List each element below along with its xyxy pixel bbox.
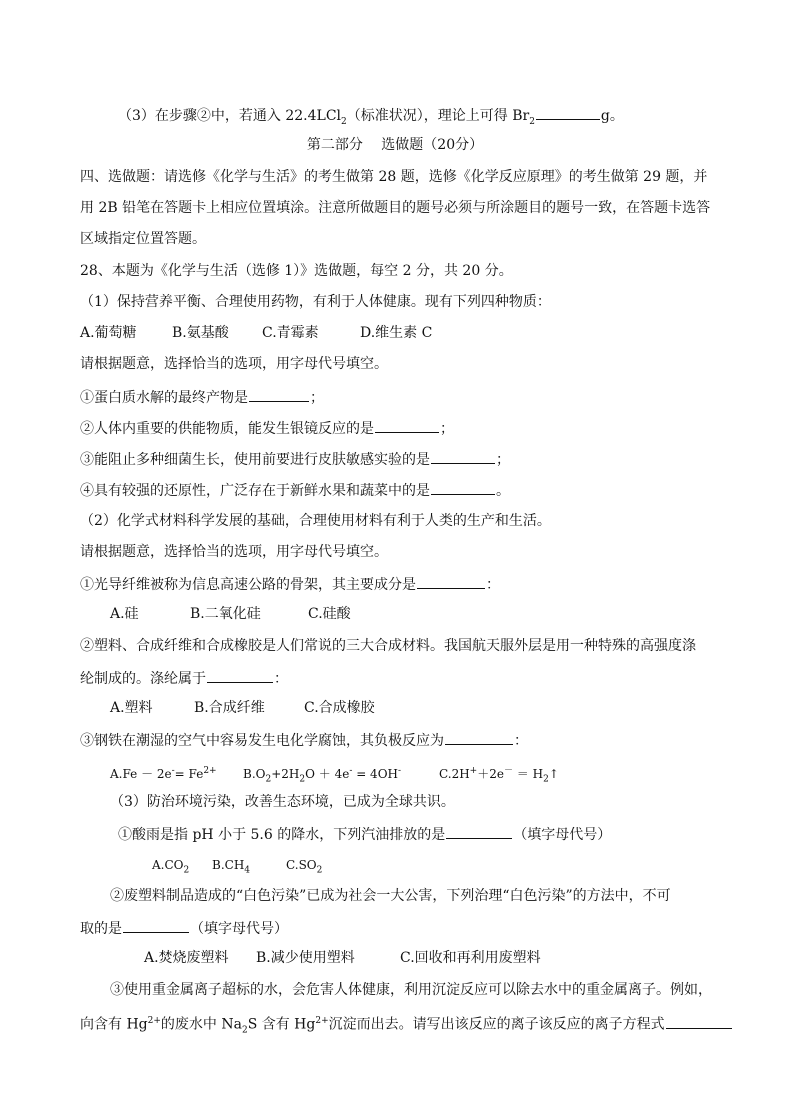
q27-part3: （3）在步骤②中，若通入 22.4LCl$_2$（标准状况），理论上可得 $Br_2$ g。 bbox=[118, 104, 624, 132]
part3-q2-line2: 取的是 （填字母代号） bbox=[80, 917, 288, 939]
part1-q1: ①蛋白质水解的最终产物是 ； bbox=[80, 386, 324, 408]
answer-blank[interactable] bbox=[666, 1013, 732, 1029]
q28-header: 28、本题为《化学与生活（选修 1）》选做题，每空 2 分，共 20 分。 bbox=[80, 263, 513, 279]
answer-blank[interactable] bbox=[446, 823, 512, 839]
answer-blank[interactable] bbox=[249, 386, 309, 402]
part1-intro: （1）保持营养平衡、合理使用药物，有利于人体健康。现有下列四种物质： bbox=[80, 294, 551, 310]
answer-blank[interactable] bbox=[375, 417, 439, 433]
answer-blank[interactable] bbox=[445, 729, 513, 745]
part3-q1-options: $A.CO_2$ $B.CH_4$ $C.SO_2$ bbox=[152, 858, 323, 876]
part3-q1: ①酸雨是指 pH 小于 5.6 的降水，下列汽油排放的是 （填字母代号） bbox=[118, 823, 611, 845]
part2-q3: ③钢铁在潮湿的空气中容易发生电化学腐蚀，其负极反应为 ： bbox=[80, 729, 528, 751]
answer-blank[interactable] bbox=[123, 917, 189, 933]
part3-q2-options: A.焚烧废塑料 B.减少使用塑料 C.回收和再利用废塑料 bbox=[144, 950, 541, 966]
instruction-line-1: 四、选做题：请选修《化学与生活》的考生做第 28 题，选修《化学反应原理》的考生做第 29 题，并 bbox=[80, 169, 708, 185]
part2-q2-line1: ②塑料、合成纤维和合成橡胶是人们常说的三大合成材料。我国航天服外层是用一种特殊的高强度涤 bbox=[80, 638, 696, 654]
part1-hint: 请根据题意，选择恰当的选项，用字母代号填空。 bbox=[80, 356, 388, 372]
option-a: $A.Fe - 2e^-= Fe^{2+}$ bbox=[110, 766, 217, 781]
answer-blank[interactable] bbox=[431, 479, 495, 495]
part1-q2: ②人体内重要的供能物质，能发生银镜反应的是 ； bbox=[80, 417, 454, 439]
part2-intro: （2）化学式材料科学发展的基础，合理使用材料有利于人类的生产和生活。 bbox=[80, 513, 551, 529]
answer-blank[interactable] bbox=[207, 667, 273, 683]
section-title: 第二部分 选做题（20分） bbox=[306, 137, 484, 153]
part1-q3: ③能阻止多种细菌生长，使用前要进行皮肤敏感实验的是 ； bbox=[80, 448, 510, 470]
part2-q3-options bbox=[110, 761, 559, 789]
part2-hint: 请根据题意，选择恰当的选项，用字母代号填空。 bbox=[80, 544, 388, 560]
part1-options: A.葡萄糖 B.氨基酸 C.青霉素 D.维生素 C bbox=[80, 325, 433, 341]
part3-q3-line2: 向含有 $Hg^{2+}$的废水中 $Na_2S$ 含有 $Hg^{2+}$沉淀而出去。请写出该反应的离子该反应的离子方程式 bbox=[80, 1011, 733, 1040]
part2-q2-line2: 纶制成的。涤纶属于 ： bbox=[80, 667, 288, 689]
part3-q3-line1: ③使用重金属离子超标的水，会危害人体健康，利用沉淀反应可以除去水中的重金属离子。例如， bbox=[110, 982, 712, 998]
instruction-line-3: 区域指定位置答题。 bbox=[80, 231, 206, 247]
part2-q1-options: A.硅 B.二氧化硅 C.硅酸 bbox=[110, 606, 351, 622]
option-b: $B.O_2+2H_2O + 4e^- = 4OH^-$ bbox=[243, 766, 402, 785]
answer-blank[interactable] bbox=[536, 104, 600, 120]
part1-q4: ④具有较强的还原性，广泛存在于新鲜水果和蔬菜中的是 。 bbox=[80, 479, 510, 501]
part3-intro: （3）防治环境污染，改善生态环境，已成为全球共识。 bbox=[110, 794, 455, 810]
part2-q2-options: A.塑料 B.合成纤维 C.合成橡胶 bbox=[110, 700, 375, 716]
option-c: $C.2H^++2e^- = H_2↑$ bbox=[439, 766, 559, 785]
part3-q2-line1: ②废塑料制品造成的“白色污染”已成为社会一大公害，下列治理“白色污染”的方法中，不可 bbox=[110, 888, 671, 904]
answer-blank[interactable] bbox=[417, 573, 485, 589]
instruction-line-2: 用 2B 铅笔在答题卡上相应位置填涂。注意所做题目的题号必须与所涂题目的题号一致，在答题卡选答 bbox=[80, 200, 711, 216]
answer-blank[interactable] bbox=[431, 448, 495, 464]
part2-q1: ①光导纤维被称为信息高速公路的骨架，其主要成分是 ： bbox=[80, 573, 500, 595]
